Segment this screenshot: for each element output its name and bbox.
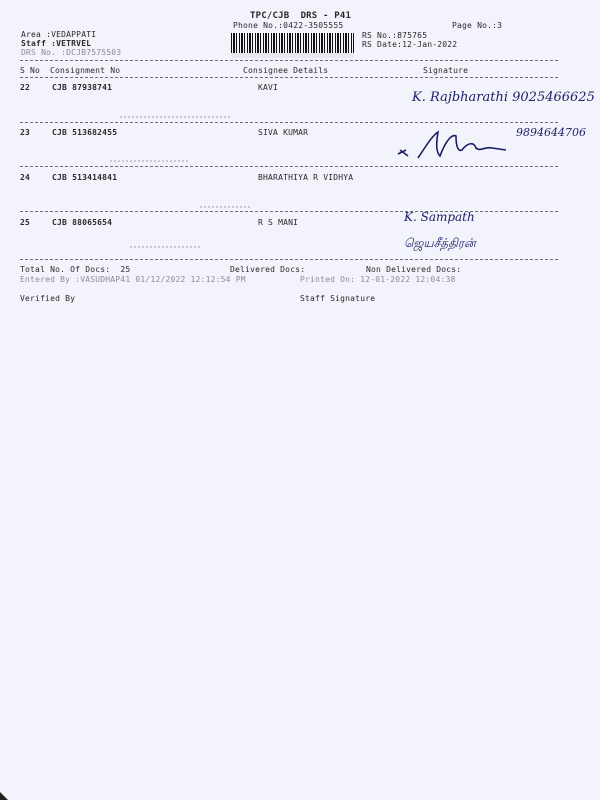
row-consignment: CJB 513414841: [52, 173, 118, 182]
page-number: Page No.:3: [452, 21, 503, 30]
scan-corner-mark: [0, 792, 8, 800]
row-consignee: SIVA KUMAR: [258, 128, 309, 137]
col-consignee: Consignee Details: [243, 66, 329, 75]
barcode-caption: [231, 53, 354, 58]
row-rule: [20, 166, 558, 167]
row-sno: 22: [20, 83, 31, 92]
row-consignee: R S MANI: [258, 218, 299, 227]
row-signature: K. Sampath ஜெயசீத்திரன்: [404, 210, 476, 250]
verified-by: Verified By: [20, 294, 76, 303]
row-sno: 25: [20, 218, 31, 227]
row-consignment: CJB 88065654: [52, 218, 113, 227]
row-rule: [20, 122, 558, 123]
row-consignment: CJB 87938741: [52, 83, 113, 92]
rs-number: RS No.:875765: [362, 31, 428, 40]
header-rule: [20, 60, 558, 61]
staff-signature-label: Staff Signature: [300, 294, 376, 303]
document-title: TPC/CJB DRS - P41: [250, 11, 352, 21]
row-sno: 23: [20, 128, 31, 137]
col-signature: Signature: [423, 66, 469, 75]
col-sno: S No: [20, 66, 41, 75]
rs-date: RS Date:12-Jan-2022: [362, 40, 458, 49]
row-consignee: BHARATHIYA R VIDHYA: [258, 173, 354, 182]
column-header-rule: [20, 77, 558, 78]
area-label: Area :VEDAPPATI: [21, 30, 97, 39]
row-consignment: CJB 513682455: [52, 128, 118, 137]
row-consignee: KAVI: [258, 83, 279, 92]
barcode-image: [231, 33, 354, 55]
phone-number: Phone No.:0422-3505555: [233, 21, 344, 30]
bleed-through-mark: [110, 160, 190, 162]
printed-on: Printed On: 12-01-2022 12:04:38: [300, 275, 456, 284]
drs-number: DRS No. :DCJB7575503: [21, 48, 122, 57]
delivered-docs: Delivered Docs:: [230, 265, 306, 274]
col-consignment: Consignment No: [50, 66, 121, 75]
row-signature: 9894644706: [516, 126, 586, 139]
row-sno: 24: [20, 173, 31, 182]
bleed-through-mark: [130, 246, 200, 248]
entered-by: Entered By :VASUDHAP41 01/12/2022 12:12:54 PM: [20, 275, 246, 284]
table-bottom-rule: [20, 259, 558, 260]
total-docs: Total No. Of Docs: 25: [20, 265, 131, 274]
signature-scribble-icon: [396, 126, 526, 162]
staff-label: Staff :VETRVEL: [21, 39, 92, 48]
non-delivered-docs: Non Delivered Docs:: [366, 265, 462, 274]
bleed-through-mark: [200, 206, 250, 208]
bleed-through-mark: [120, 116, 230, 118]
signature-scribble: [396, 126, 526, 162]
row-signature: K. Rajbharathi 9025466625: [412, 90, 595, 105]
